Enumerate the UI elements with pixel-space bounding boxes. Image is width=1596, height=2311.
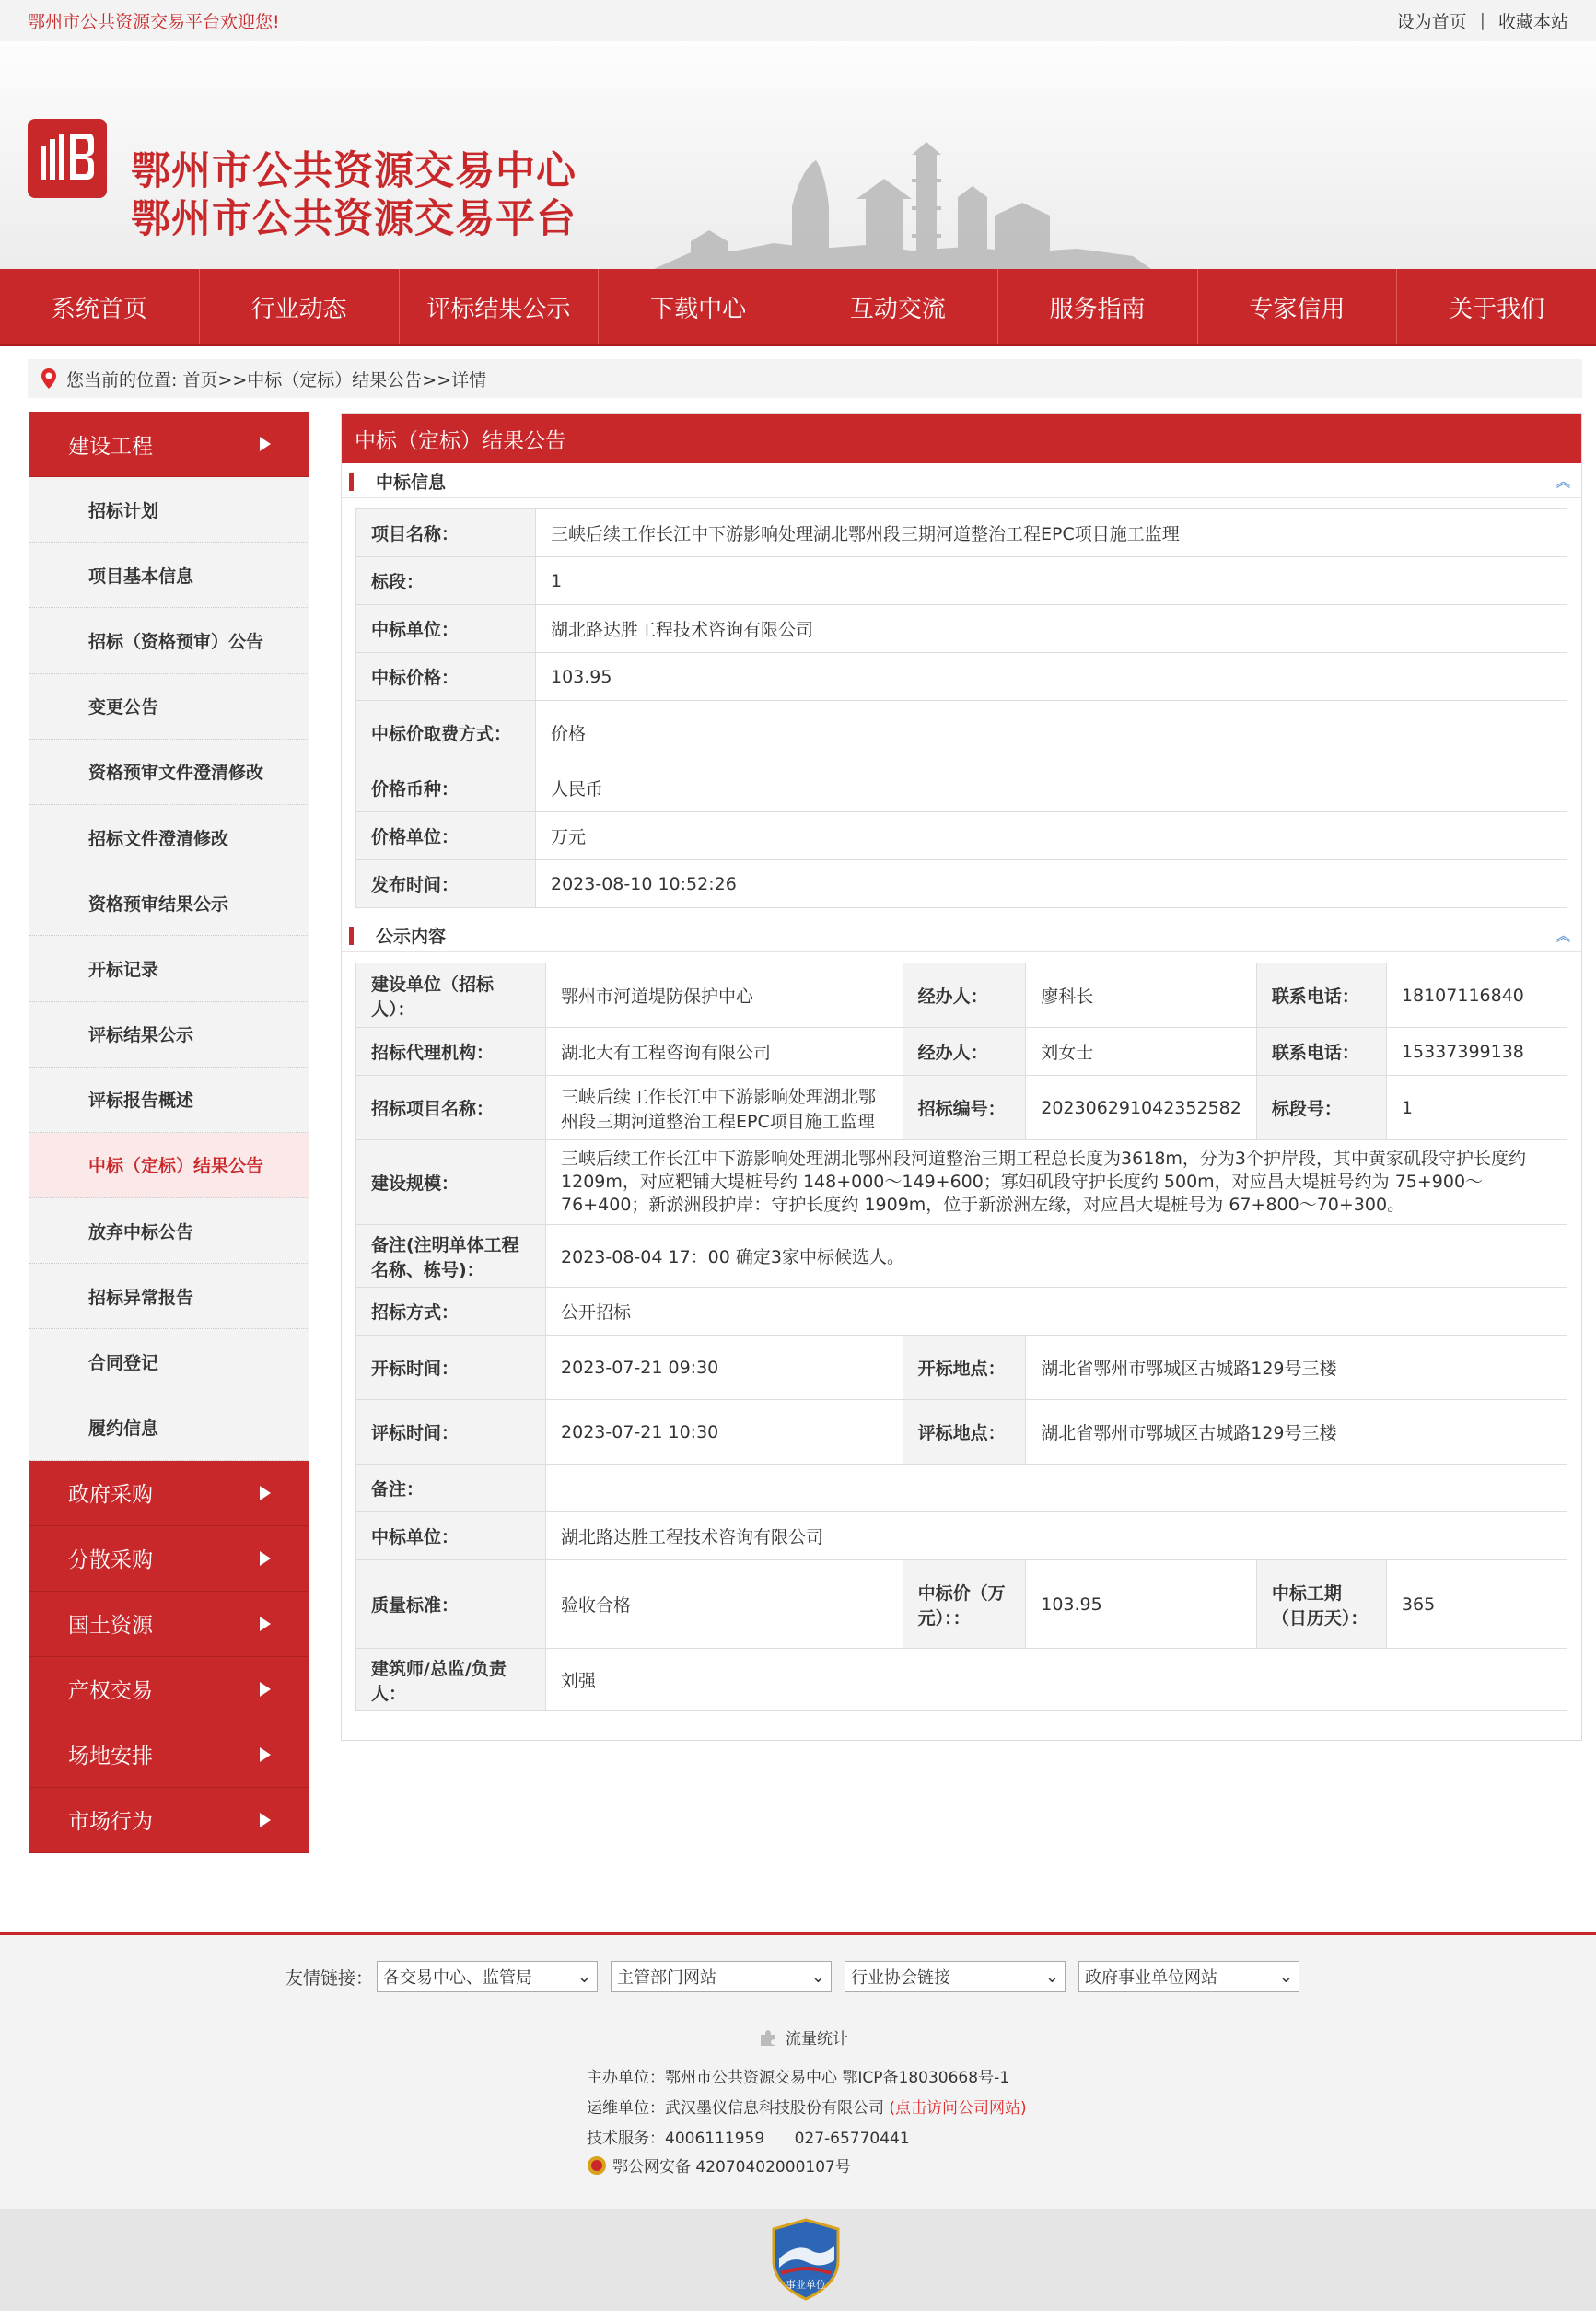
nav-item[interactable]: 下载中心	[599, 269, 798, 344]
triangle-right-icon	[260, 1617, 271, 1631]
nav-item[interactable]: 互动交流	[798, 269, 998, 344]
friend-link-select-value: 政府事业单位网站	[1085, 1968, 1218, 1988]
triangle-right-icon	[260, 1747, 271, 1762]
owner-label: 建设单位（招标人）：	[356, 963, 546, 1028]
sidebar-section[interactable]	[29, 1657, 309, 1722]
owner-handler-value: 廖科长	[1026, 963, 1257, 1028]
triangle-right-icon	[260, 1682, 271, 1697]
sidebar-item[interactable]: 变更公告	[29, 674, 309, 740]
collapse-icon[interactable]: ︽	[1555, 473, 1570, 490]
agency-handler-label: 经办人：	[903, 1028, 1026, 1076]
nav-item[interactable]: 行业动态	[200, 269, 400, 344]
section-marker	[349, 473, 354, 491]
responsible-value: 刘强	[546, 1649, 1567, 1711]
friend-links-label: 友情链接：	[285, 1967, 374, 1989]
scale-label: 建设规模：	[356, 1140, 546, 1225]
bid-info-table	[355, 508, 1567, 908]
info-label: 中标价取费方式：	[356, 701, 536, 764]
police-badge-icon	[587, 2154, 607, 2177]
ops-info	[587, 2095, 1027, 2118]
logo-mark-icon	[28, 119, 107, 198]
ops-company-link[interactable]: (点击访问公司网站)	[889, 2099, 1027, 2118]
sidebar-section[interactable]	[29, 1526, 309, 1592]
friend-link-select[interactable]	[611, 1961, 832, 1992]
breadcrumb	[28, 359, 1582, 398]
friend-link-select-value: 主管部门网站	[617, 1968, 717, 1988]
table-row	[356, 860, 1567, 908]
table-row	[356, 963, 1567, 1028]
favorite-link[interactable]: 收藏本站	[1497, 11, 1568, 32]
tender-number-value: 202306291042352582	[1026, 1076, 1257, 1140]
evaluation-time-value: 2023-07-21 10:30	[546, 1400, 903, 1465]
info-label: 价格币种：	[356, 764, 536, 812]
sidebar-item[interactable]: 招标文件澄清修改	[29, 805, 309, 870]
public-institution-badge[interactable]	[770, 2218, 842, 2305]
info-label: 发布时间：	[356, 860, 536, 908]
sidebar-item[interactable]: 资格预审结果公示	[29, 870, 309, 936]
owner-value: 鄂州市河道堤防保护中心	[546, 963, 903, 1028]
owner-handler-label: 经办人：	[903, 963, 1026, 1028]
agency-handler-value: 刘女士	[1026, 1028, 1257, 1076]
sidebar-item[interactable]: 招标计划	[29, 477, 309, 543]
sidebar-item[interactable]: 中标（定标）结果公告	[29, 1133, 309, 1198]
sidebar	[29, 412, 309, 1853]
opening-time-value: 2023-07-21 09:30	[546, 1336, 903, 1400]
city-skyline-icon	[635, 142, 1151, 269]
friend-link-select[interactable]	[845, 1961, 1066, 1992]
sidebar-item[interactable]: 评标报告概述	[29, 1068, 309, 1133]
sidebar-item[interactable]: 招标（资格预审）公告	[29, 608, 309, 673]
sidebar-item[interactable]: 评标结果公示	[29, 1002, 309, 1068]
police-info[interactable]	[587, 2153, 851, 2177]
section-title: 公示内容	[376, 927, 447, 947]
remark-building-label: 备注(注明单体工程名称、栋号)：	[356, 1225, 546, 1288]
collapse-icon[interactable]: ︽	[1555, 927, 1570, 944]
winning-price-label: 中标价（万元）：：	[903, 1560, 1026, 1649]
site-title-line1: 鄂州市公共资源交易中心	[131, 148, 577, 194]
nav-item[interactable]: 评标结果公示	[400, 269, 600, 344]
sidebar-item[interactable]: 招标异常报告	[29, 1264, 309, 1329]
site-title	[131, 147, 577, 243]
table-row	[356, 1076, 1567, 1140]
triangle-right-icon	[260, 1551, 271, 1566]
info-value: 1	[536, 557, 1567, 605]
police-info-text: 鄂公网安备 42070402000107号	[612, 2158, 851, 2177]
site-header	[0, 41, 1596, 269]
sidebar-item[interactable]: 合同登记	[29, 1329, 309, 1395]
table-row	[356, 1028, 1567, 1076]
sidebar-section[interactable]	[29, 1592, 309, 1657]
top-links	[1397, 8, 1568, 33]
winning-price-value: 103.95	[1026, 1560, 1257, 1649]
project-name-value: 三峡后续工作长江中下游影响处理湖北鄂州段三期河道整治工程EPC项目施工监理	[546, 1076, 903, 1140]
table-row	[356, 1288, 1567, 1336]
sidebar-item[interactable]: 履约信息	[29, 1395, 309, 1461]
chevron-down-icon: ⌄	[1044, 1967, 1060, 1987]
tender-method-value: 公开招标	[546, 1288, 1567, 1336]
opening-time-label: 开标时间：	[356, 1336, 546, 1400]
sidebar-section-construction[interactable]	[29, 412, 309, 477]
site-footer	[0, 1935, 1596, 2209]
table-row	[356, 1649, 1567, 1711]
section-header-public-content	[342, 919, 1581, 952]
sidebar-section[interactable]	[29, 1461, 309, 1526]
sidebar-section[interactable]	[29, 1788, 309, 1853]
puzzle-icon	[758, 2027, 778, 2048]
sidebar-section-label: 国土资源	[68, 1614, 153, 1639]
friend-link-select[interactable]	[1078, 1961, 1299, 1992]
info-value: 万元	[536, 812, 1567, 860]
table-row	[356, 1512, 1567, 1560]
section-marker	[349, 927, 354, 945]
triangle-right-icon	[260, 437, 271, 451]
nav-item[interactable]: 专家信用	[1198, 269, 1398, 344]
agency-phone-label: 联系电话：	[1256, 1028, 1386, 1076]
traffic-stats[interactable]	[758, 2025, 848, 2048]
section-title: 中标信息	[376, 473, 447, 493]
traffic-stats-label: 流量统计	[786, 2030, 848, 2048]
section-header-bid-info	[342, 465, 1581, 498]
set-home-link[interactable]: 设为首页	[1396, 11, 1467, 32]
site-title-line2: 鄂州市公共资源交易平台	[131, 196, 577, 242]
sidebar-item[interactable]: 资格预审文件澄清修改	[29, 740, 309, 805]
remark-label: 备注：	[356, 1465, 546, 1512]
table-row	[356, 1465, 1567, 1512]
remark-value	[546, 1465, 1567, 1512]
chevron-down-icon: ⌄	[577, 1967, 592, 1987]
table-row	[356, 1336, 1567, 1400]
agency-phone-value: 15337399138	[1386, 1028, 1567, 1076]
opening-place-value: 湖北省鄂州市鄂城区古城路129号三楼	[1026, 1336, 1567, 1400]
opening-place-label: 开标地点：	[903, 1336, 1026, 1400]
tender-number-label: 招标编号：	[903, 1076, 1026, 1140]
section-number-value: 1	[1386, 1076, 1567, 1140]
friend-links	[285, 1961, 1299, 1992]
info-value: 价格	[536, 701, 1567, 764]
badge-text: 事业单位	[786, 2279, 826, 2291]
friend-link-select-value: 各交易中心、监管局	[383, 1968, 533, 1988]
winner-label: 中标单位：	[356, 1512, 546, 1560]
sidebar-section[interactable]	[29, 1722, 309, 1788]
info-label: 价格单位：	[356, 812, 536, 860]
sidebar-section-label: 产权交易	[68, 1679, 153, 1704]
table-row	[356, 557, 1567, 605]
top-links-separator: |	[1479, 10, 1485, 30]
winner-value: 湖北路达胜工程技术咨询有限公司	[546, 1512, 1567, 1560]
info-label: 标段：	[356, 557, 536, 605]
main-nav	[0, 269, 1596, 346]
tech-info: 技术服务：4006111959 027-65770441	[587, 2130, 910, 2148]
breadcrumb-text: 您当前的位置: 首页>>中标（定标）结果公告>>详情	[66, 369, 487, 391]
table-row	[356, 605, 1567, 653]
nav-item[interactable]: 关于我们	[1449, 295, 1545, 323]
scale-value: 三峡后续工作长江中下游影响处理湖北鄂州段河道整治三期工程总长度为3618m，分为3个护岸段，其中黄家矶段守护长度约 1209m，对应粑铺大堤桩号约 148+000～149+600；寡妇矶段守护长度约 500m，对应昌大堤桩号约为 75+900～76+400；新淤洲段护岸：守护长度约 1909m，位于新淤洲左缘，对应昌大堤桩号为 67+800～70+300。	[546, 1140, 1567, 1225]
owner-phone-value: 18107116840	[1386, 963, 1567, 1028]
table-row	[356, 1225, 1567, 1288]
sidebar-section-label: 建设工程	[68, 434, 153, 459]
quality-value: 验收合格	[546, 1560, 903, 1649]
public-institution-badge-icon	[770, 2218, 842, 2301]
welcome-text: 鄂州市公共资源交易平台欢迎您!	[28, 11, 280, 32]
tender-method-label: 招标方式：	[356, 1288, 546, 1336]
section-number-label: 标段号：	[1256, 1076, 1386, 1140]
project-name-label: 招标项目名称：	[356, 1076, 546, 1140]
ops-info-text: 运维单位：武汉墨仪信息科技股份有限公司	[587, 2099, 884, 2118]
main-panel	[341, 413, 1582, 1741]
sidebar-section-label: 场地安排	[68, 1745, 153, 1769]
table-row	[356, 701, 1567, 764]
sidebar-item[interactable]: 放弃中标公告	[29, 1198, 309, 1264]
table-row	[356, 764, 1567, 812]
info-value: 2023-08-10 10:52:26	[536, 860, 1567, 908]
host-info: 主办单位：鄂州市公共资源交易中心 鄂ICP备18030668号-1	[587, 2069, 1010, 2087]
info-label: 中标单位：	[356, 605, 536, 653]
table-row	[356, 653, 1567, 701]
table-row	[356, 1140, 1567, 1225]
info-label: 项目名称：	[356, 509, 536, 557]
sidebar-item[interactable]: 开标记录	[29, 936, 309, 1001]
responsible-label: 建筑师/总监/负责人：	[356, 1649, 546, 1711]
evaluation-place-value: 湖北省鄂州市鄂城区古城路129号三楼	[1026, 1400, 1567, 1465]
table-row	[356, 1560, 1567, 1649]
nav-item[interactable]: 服务指南	[998, 269, 1198, 344]
table-row	[356, 509, 1567, 557]
sidebar-section-label: 政府采购	[68, 1483, 153, 1508]
nav-item[interactable]: 系统首页	[0, 269, 200, 344]
quality-label: 质量标准：	[356, 1560, 546, 1649]
agency-value: 湖北大有工程咨询有限公司	[546, 1028, 903, 1076]
public-content-table	[355, 963, 1567, 1711]
friend-link-select[interactable]	[377, 1961, 598, 1992]
sidebar-item[interactable]: 项目基本信息	[29, 543, 309, 608]
site-logo[interactable]	[28, 119, 107, 198]
page-title: 中标（定标）结果公告	[342, 414, 1581, 463]
sidebar-section-label: 分散采购	[68, 1548, 153, 1573]
info-value: 103.95	[536, 653, 1567, 701]
owner-phone-label: 联系电话：	[1256, 963, 1386, 1028]
triangle-right-icon	[260, 1813, 271, 1827]
duration-value: 365	[1386, 1560, 1567, 1649]
chevron-down-icon: ⌄	[1278, 1967, 1294, 1987]
table-row	[356, 812, 1567, 860]
location-pin-icon	[41, 368, 57, 390]
info-value: 三峡后续工作长江中下游影响处理湖北鄂州段三期河道整治工程EPC项目施工监理	[536, 509, 1567, 557]
remark-building-value: 2023-08-04 17：00 确定3家中标候选人。	[546, 1225, 1567, 1288]
sidebar-section-label: 市场行为	[68, 1810, 153, 1835]
duration-label: 中标工期（日历天）：	[1256, 1560, 1386, 1649]
info-label: 中标价格：	[356, 653, 536, 701]
evaluation-place-label: 评标地点：	[903, 1400, 1026, 1465]
table-row	[356, 1400, 1567, 1465]
agency-label: 招标代理机构：	[356, 1028, 546, 1076]
triangle-right-icon	[260, 1486, 271, 1500]
info-value: 湖北路达胜工程技术咨询有限公司	[536, 605, 1567, 653]
chevron-down-icon: ⌄	[810, 1967, 826, 1987]
evaluation-time-label: 评标时间：	[356, 1400, 546, 1465]
friend-link-select-value: 行业协会链接	[851, 1968, 951, 1988]
info-value: 人民币	[536, 764, 1567, 812]
top-strip	[0, 0, 1596, 41]
